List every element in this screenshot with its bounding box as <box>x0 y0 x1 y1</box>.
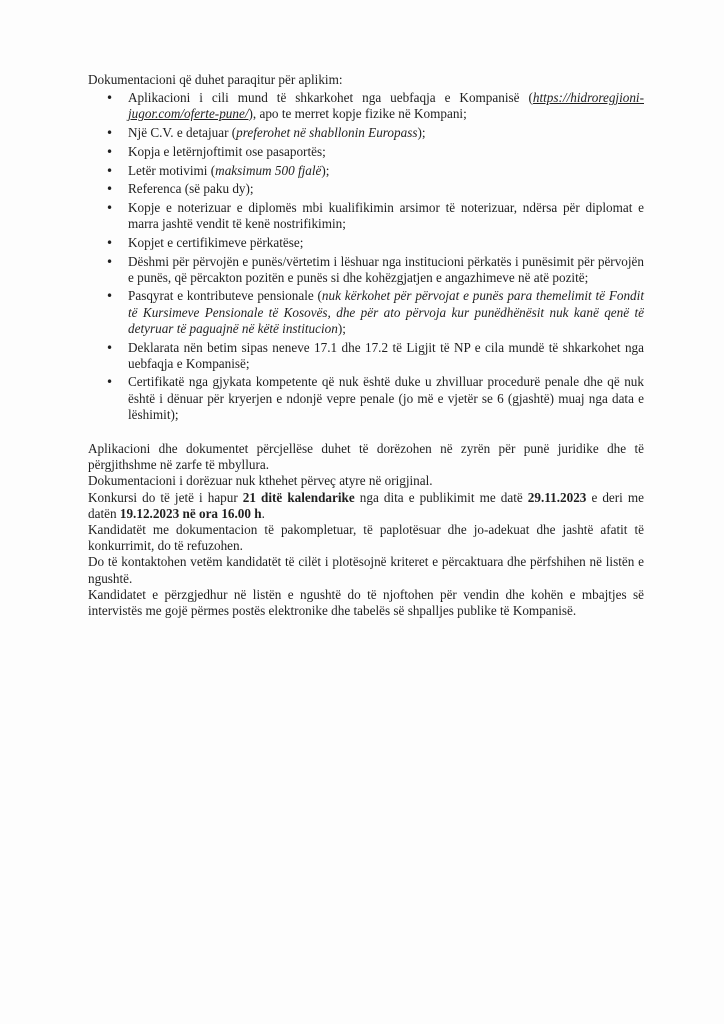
requirements-list <box>88 90 644 423</box>
deadline-text: nga dita e publikimit me datë <box>354 489 528 505</box>
deadline-days: 21 ditë kalendarike <box>242 489 355 505</box>
requirement-text-tail: ); <box>337 320 346 336</box>
requirement-text: Letër motivimi ( <box>128 162 216 178</box>
paragraph-rejection: Kandidatët me dokumentacion të pakompletuar, të paplotësuar dhe jo-adekuat dhe jashtë afatit të konkurrimit, do të refuzohen. <box>88 522 644 554</box>
requirement-court-certificate <box>128 374 644 423</box>
requirement-text-tail: ); <box>321 162 330 178</box>
document-body <box>88 72 644 619</box>
paragraph-no-return: Dokumentacioni i dorëzuar nuk kthehet përveç atyre në origjinal. <box>88 473 433 489</box>
requirement-text: Pasqyrat e kontributeve pensionale ( <box>128 288 322 304</box>
requirement-work-experience <box>128 254 644 286</box>
requirement-text-tail: ); <box>417 125 426 141</box>
requirement-text: Dëshmi për përvojën e punës/vërtetim i lëshuar nga institucioni përkatës i punësimit për përvojën e punës, që përcakton pozitën e punës si dhe kohëzgjatjen e angazhimeve në atë pozitë; <box>128 253 644 285</box>
deadline-start-date: 29.11.2023 <box>527 489 587 505</box>
paragraph-submission: Aplikacioni dhe dokumentet përcjellëse duhet të dorëzohen në zyrën për punë juridike dhe të përgjithshme në zarfe të mbyllura. <box>88 441 644 473</box>
application-link[interactable]: https://hidroregjioni-jugor.com/oferte-pune/ <box>128 90 644 122</box>
requirements-intro: Dokumentacioni që duhet paraqitur për aplikim: <box>88 72 343 87</box>
requirement-id-copy <box>128 144 644 160</box>
requirement-application-form <box>128 90 644 122</box>
requirement-sworn-declaration <box>128 340 644 372</box>
paragraph-deadline <box>88 490 644 522</box>
deadline-text: . <box>261 505 265 521</box>
paragraph-interview: Kandidatet e përzgjedhur në listën e ngushtë do të njoftohen për vendin dhe kohën e mbajtjes së intervistës me gojë përmes postës elektronike dhe tabelës së shpalljes publike të Kompanisë. <box>88 586 644 619</box>
requirement-text: Kopjet e certifikimeve përkatëse; <box>128 234 304 250</box>
requirement-motivation-letter <box>128 163 644 179</box>
requirement-text: Referenca (së paku dy); <box>128 181 254 197</box>
requirement-pension-contributions <box>128 288 644 337</box>
requirement-text: Aplikacioni i cili mund të shkarkohet nga uebfaqja e Kompanisë ( <box>128 90 533 106</box>
requirement-cv <box>128 125 644 141</box>
paragraph-shortlist: Do të kontaktohen vetëm kandidatët të cilët i plotësojnë kriteret e përcaktuara dhe përfshihen në listën e ngushtë. <box>88 554 644 586</box>
requirement-text: Kopje e noterizuar e diplomës mbi kualifikimin arsimor të noterizuar, ndërsa për diplomat e marra jashtë vendit të kenë nostrifikimin; <box>128 199 644 232</box>
requirement-references <box>128 181 644 197</box>
closing-paragraphs <box>88 441 644 619</box>
requirement-text: Deklarata nën betim sipas neneve 17.1 dhe 17.2 të Ligjit të NP e cila mundë të shkarkohet nga uebfaqja e Kompanisë; <box>128 339 644 371</box>
deadline-end-date: 19.12.2023 në ora 16.00 h <box>119 505 262 521</box>
requirement-text: Kopja e letërnjoftimit ose pasaportës; <box>128 143 326 159</box>
requirement-text-tail: ), apo te merret kopje fizike në Kompani; <box>248 106 467 122</box>
requirement-diploma <box>128 200 644 232</box>
deadline-text: Konkursi do të jetë i hapur <box>88 489 243 505</box>
requirement-text: Një C.V. e detajuar ( <box>128 125 237 141</box>
requirement-note: maksimum 500 fjalë <box>215 162 322 178</box>
requirement-certificates <box>128 235 644 251</box>
requirement-note: nuk kërkohet për përvojat e punës para themelimit të Fondit të Kursimeve Pensionale të Kosovës, dhe për ato përvoja kur punëdhënësit nuk kanë qenë të detyruar të paguajnë në këtë institucion <box>128 288 644 336</box>
deadline-text: e deri me datën <box>88 489 644 521</box>
requirement-text: Certifikatë nga gjykata kompetente që nuk është duke u zhvilluar procedurë penale dhe që nuk është i dënuar për kryerjen e ndonjë vepre penale (jo më e vjetër se 6 (gjashtë) muaj nga data e lëshimit); <box>128 374 644 422</box>
requirement-note: preferohet në shabllonin Europass <box>236 125 418 141</box>
